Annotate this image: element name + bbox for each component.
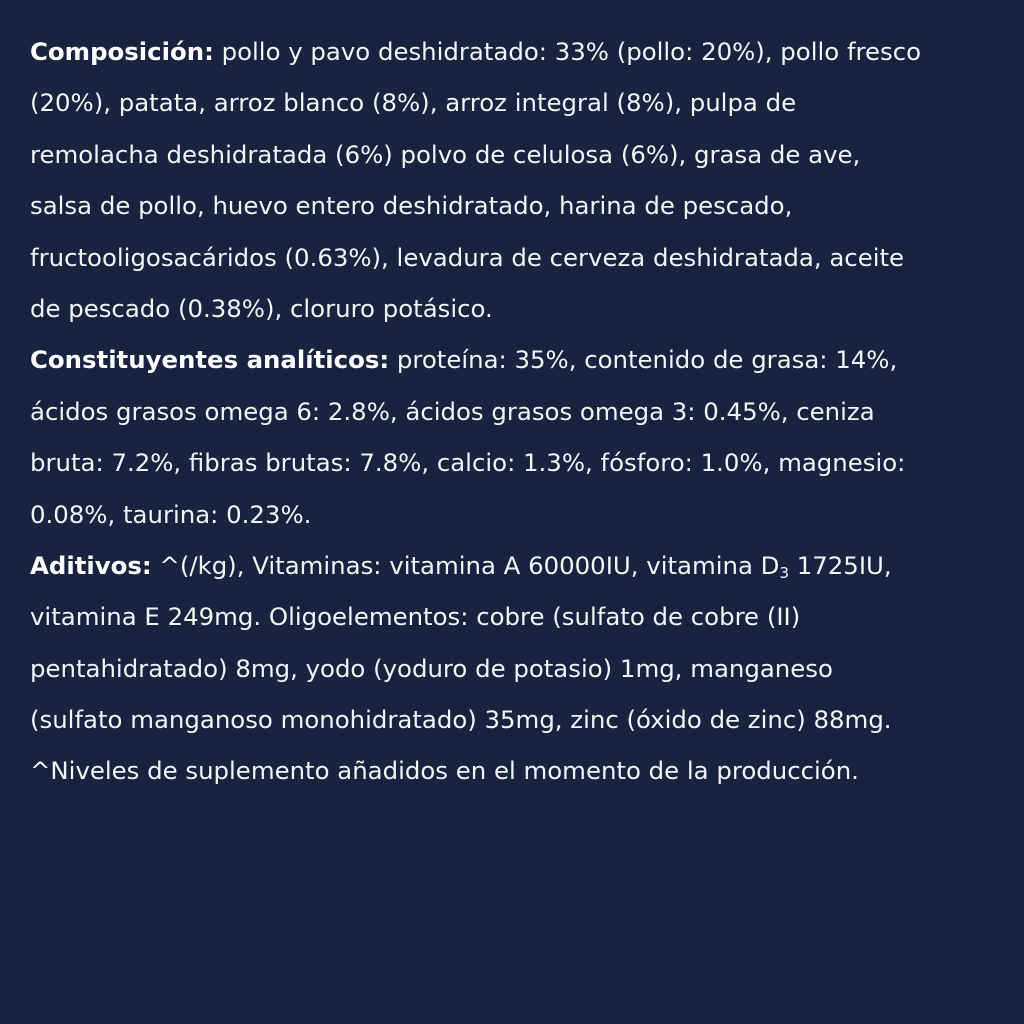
additives-line-1 <box>30 540 994 591</box>
constituents-label: Constituyentes analíticos: <box>30 345 390 375</box>
composition-line-5: fructooligosacáridos (0.63%), levadura de cerveza deshidratada, aceite <box>30 242 905 272</box>
constituents-line-2: ácidos grasos omega 6: 2.8%, ácidos grasos omega 3: 0.45%, ceniza <box>30 396 875 426</box>
additives-text-1b: 1725IU, <box>789 550 892 580</box>
constituents-line-3: bruta: 7.2%, fibras brutas: 7.8%, calcio: 1.3%, fósforo: 1.0%, magnesio: <box>30 448 906 478</box>
composition-line-1 <box>30 26 994 77</box>
composition-line-6: de pescado (0.38%), cloruro potásico. <box>30 293 493 323</box>
additives-line-4: (sulfato manganoso monohidratado) 35mg, zinc (óxido de zinc) 88mg. <box>30 705 892 735</box>
additives-label: Aditivos: <box>30 550 152 580</box>
constituents-line-4: 0.08%, taurina: 0.23%. <box>30 499 312 529</box>
additives-line-2: vitamina E 249mg. Oligoelementos: cobre (sulfato de cobre (II) <box>30 602 801 632</box>
additives-line-3: pentahidratado) 8mg, yodo (yoduro de potasio) 1mg, manganeso <box>30 653 833 683</box>
composition-line-2: (20%), patata, arroz blanco (8%), arroz integral (8%), pulpa de <box>30 88 797 118</box>
vitamin-d-subscript: 3 <box>779 563 789 582</box>
supplement-note: ^Niveles de suplemento añadidos en el momento de la producción. <box>30 756 859 786</box>
analytical-constituents-section <box>30 334 994 540</box>
constituents-text-1: proteína: 35%, contenido de grasa: 14%, <box>389 345 898 375</box>
constituents-line-1 <box>30 334 994 385</box>
additives-text-1a: ^(/kg), Vitaminas: vitamina A 60000IU, vitamina D <box>151 550 780 580</box>
composition-line-3: remolacha deshidratada (6%) polvo de celulosa (6%), grasa de ave, <box>30 139 861 169</box>
composition-text-1: pollo y pavo deshidratado: 33% (pollo: 20%), pollo fresco <box>213 37 922 66</box>
additives-section <box>30 540 994 797</box>
composition-line-4: salsa de pollo, huevo entero deshidratado, harina de pescado, <box>30 191 793 221</box>
composition-label: Composición: <box>30 37 214 66</box>
composition-section <box>30 26 994 334</box>
